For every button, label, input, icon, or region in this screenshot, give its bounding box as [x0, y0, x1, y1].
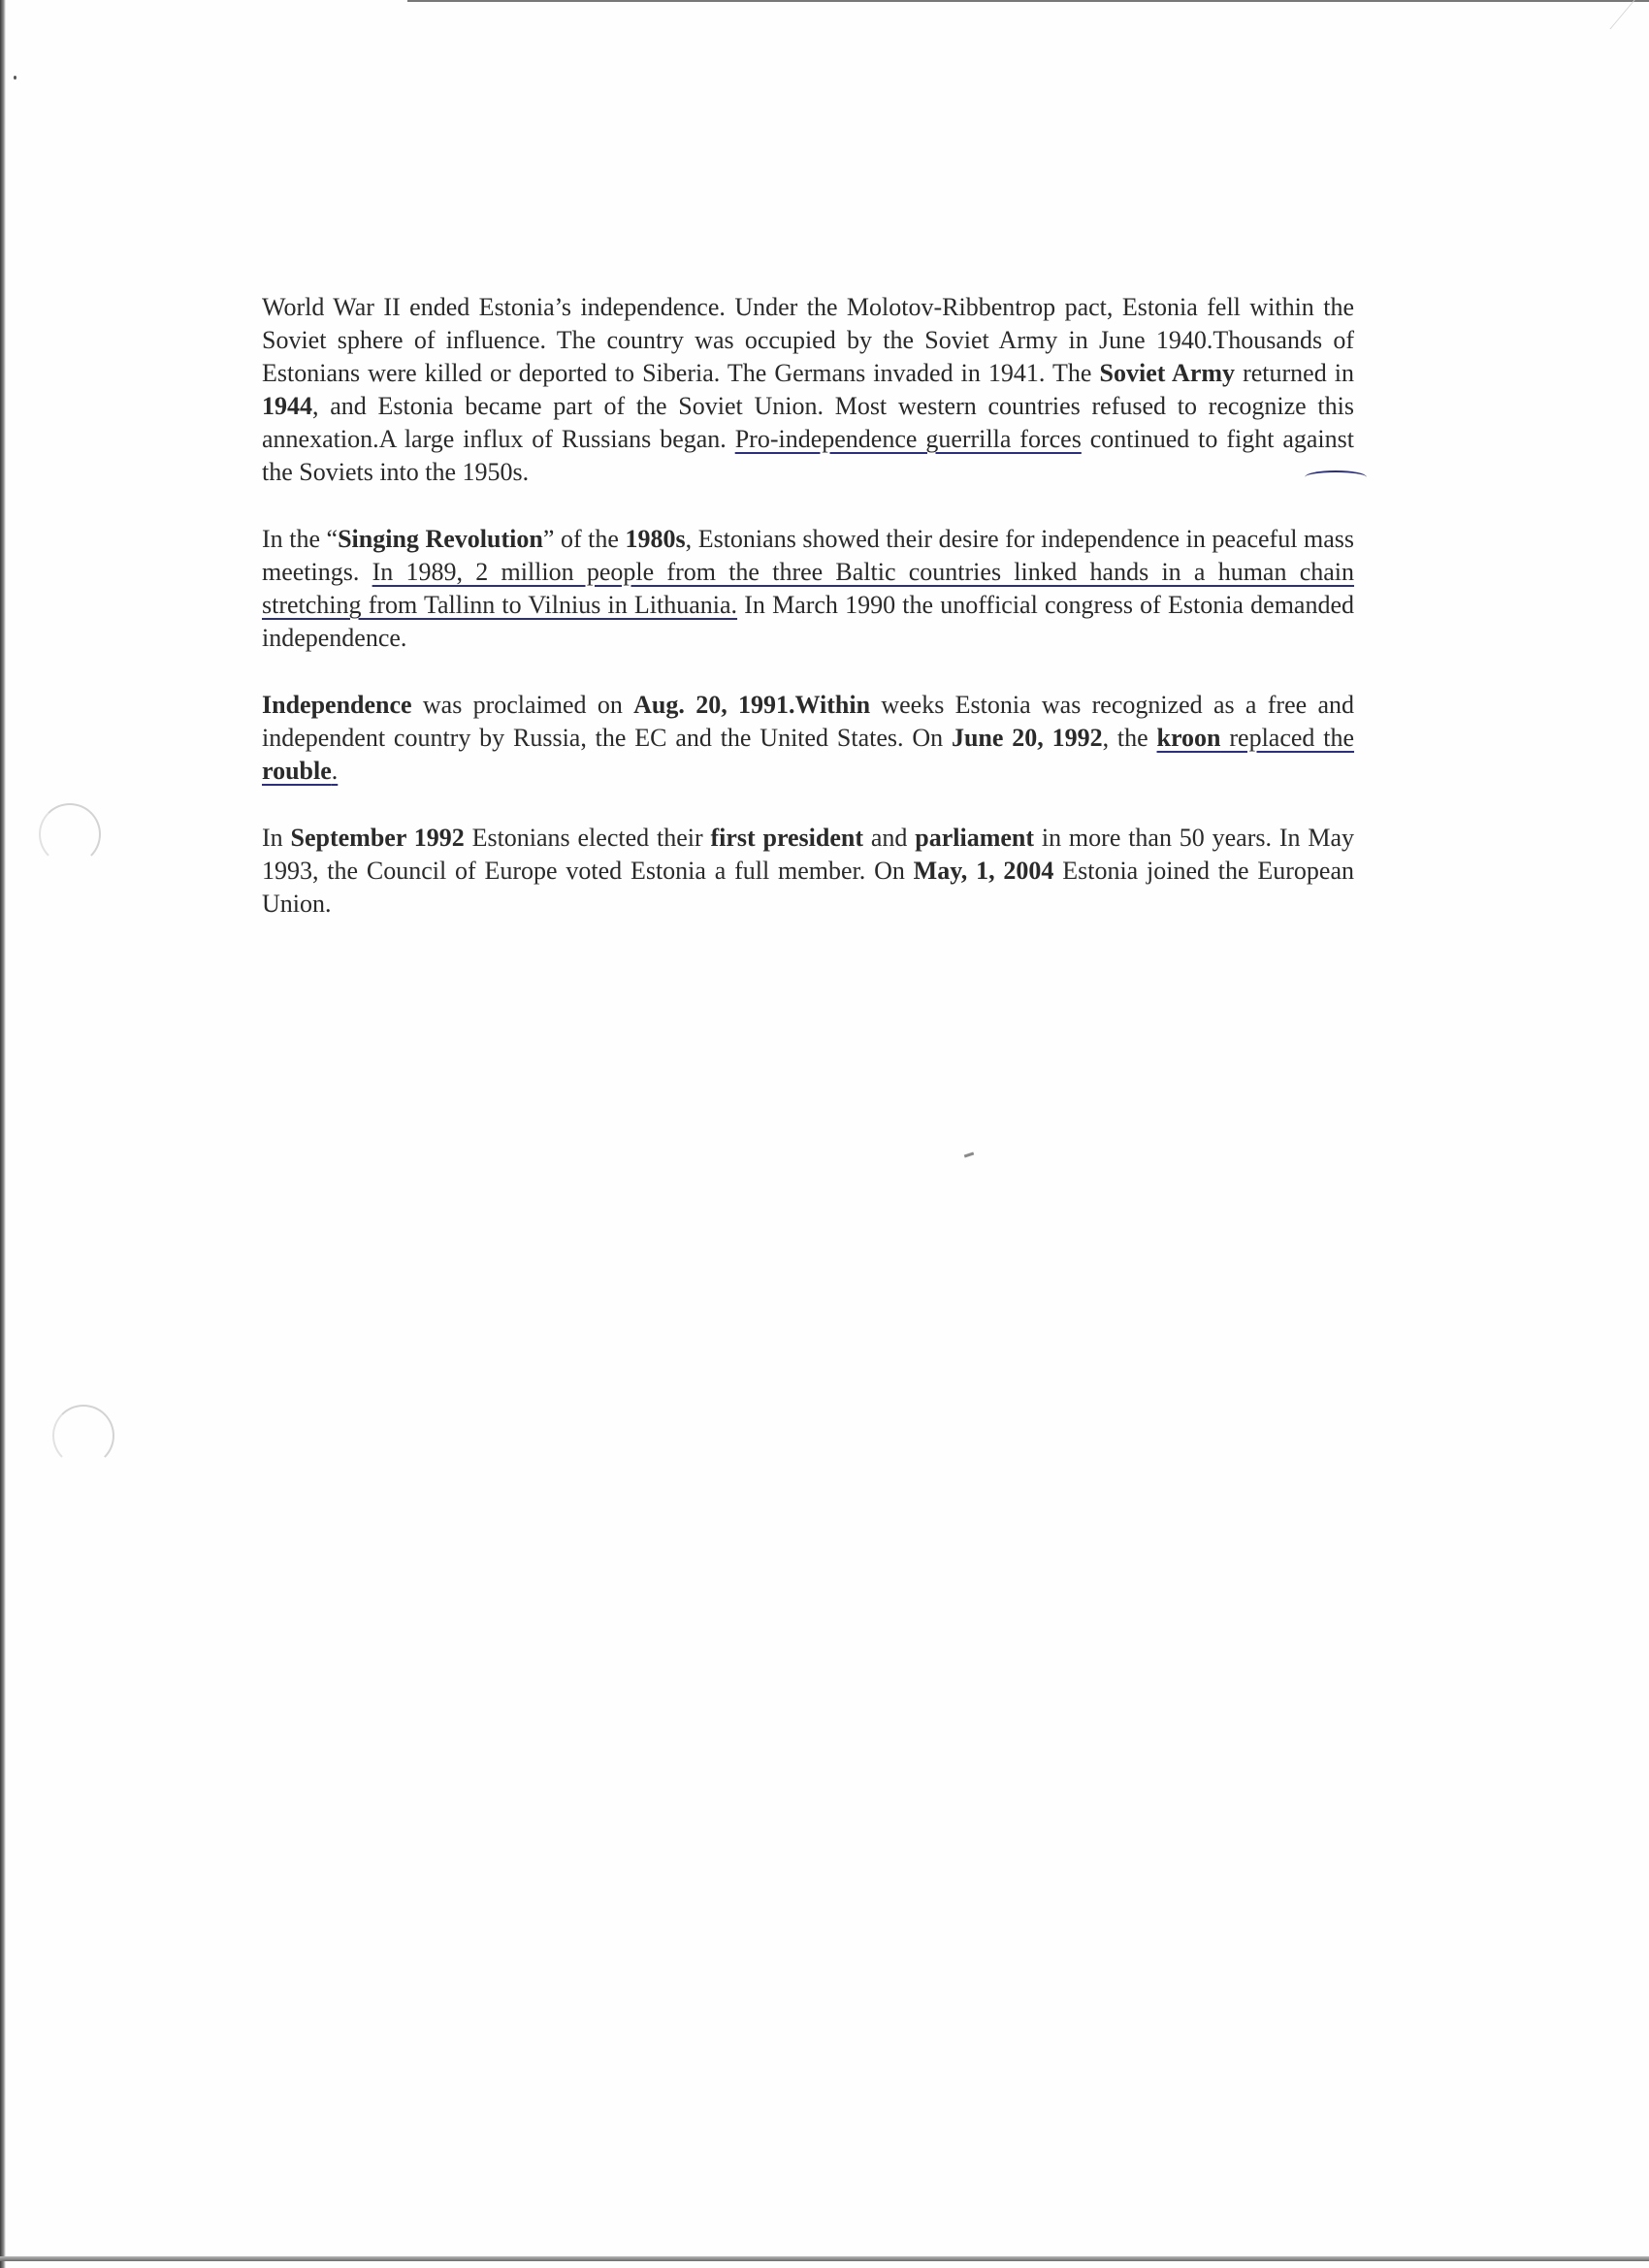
scan-left-edge: [0, 0, 6, 2268]
text-run: World War II ended Estonia’s independence. Under the Molotov-Ribbentrop pact, Estonia fell within the Soviet sphere of influence. The country was occupied by the Soviet Army in June 1940.Thousands of Estonians were killed or deported to Siberia. The Germans invaded in 1941. The: [262, 293, 1354, 387]
text-run: and: [863, 824, 916, 852]
scan-top-edge: [407, 0, 1649, 2]
pen-underline: [1221, 724, 1354, 752]
text-run: In 1989, 2 million people from the three Baltic countries linked hands in a human chain stretching from Tallinn to Vilnius in Lithuania.: [262, 558, 1355, 619]
text-run: ” of the: [542, 525, 626, 553]
bold-text-run: parliament: [915, 824, 1035, 852]
text-run: weeks Estonia was recognized as a free and independent country by Russia, the EC and the United States. On: [262, 691, 1354, 752]
pen-underline: [735, 425, 1082, 453]
scan-bottom-edge: [0, 2256, 1649, 2261]
bold-text-run: rouble: [262, 757, 332, 785]
bold-text-run: Soviet Army: [1099, 359, 1236, 387]
paragraph-2: [262, 523, 1354, 655]
text-run: , Estonians showed their desire for independence in peaceful mass meetings.: [262, 525, 1355, 586]
paragraph-3: [262, 689, 1354, 788]
pen-underline: [262, 757, 332, 785]
text-run: In: [262, 824, 291, 852]
scan-speck: [14, 76, 16, 80]
text-run: In March 1990 the unofficial congress of Estonia demanded independence.: [262, 591, 1354, 652]
bold-text-run: 1944: [262, 392, 312, 420]
document-body: [262, 291, 1354, 955]
text-run: Estonians elected their: [464, 824, 711, 852]
text-run: .: [331, 757, 339, 785]
bold-text-run: 1980s: [625, 525, 686, 553]
text-run: Pro-independence guerrilla forces: [734, 425, 1082, 453]
binder-hole-top: [39, 803, 101, 865]
page-corner-fold: [1609, 0, 1649, 29]
text-run: was proclaimed on: [411, 691, 634, 719]
text-run: replaced the: [1220, 724, 1355, 752]
bold-text-run: September 1992: [290, 824, 465, 852]
bold-text-run: first president: [710, 824, 864, 852]
text-run: In the “: [262, 525, 339, 553]
binder-hole-bottom: [52, 1405, 114, 1467]
pen-underline: [1157, 724, 1221, 752]
bold-text-run: Singing Revolution: [338, 525, 543, 553]
bold-text-run: kroon: [1156, 724, 1221, 752]
text-run: , and Estonia became part of the Soviet Union. Most western countries refused to recognize this annexation.A large influx of Russians began.: [262, 392, 1354, 453]
paragraph-4: [262, 822, 1354, 921]
bold-text-run: Independence: [262, 691, 412, 719]
text-run: , the: [1102, 724, 1157, 752]
text-run: Estonia joined the European Union.: [262, 857, 1355, 918]
text-run: in more than 50 years. In May 1993, the Council of Europe voted Estonia a full member. On: [262, 824, 1354, 885]
paragraph-1: [262, 291, 1354, 489]
bold-text-run: May, 1, 2004: [913, 857, 1054, 885]
text-run: returned in: [1235, 359, 1355, 387]
bold-text-run: June 20, 1992: [951, 724, 1103, 752]
bold-text-run: Aug. 20, 1991.Within: [633, 691, 871, 719]
stray-mark: [964, 1152, 974, 1158]
text-run: continued to fight against the Soviets into the 1950s.: [262, 425, 1354, 486]
pen-underline: [332, 757, 339, 785]
